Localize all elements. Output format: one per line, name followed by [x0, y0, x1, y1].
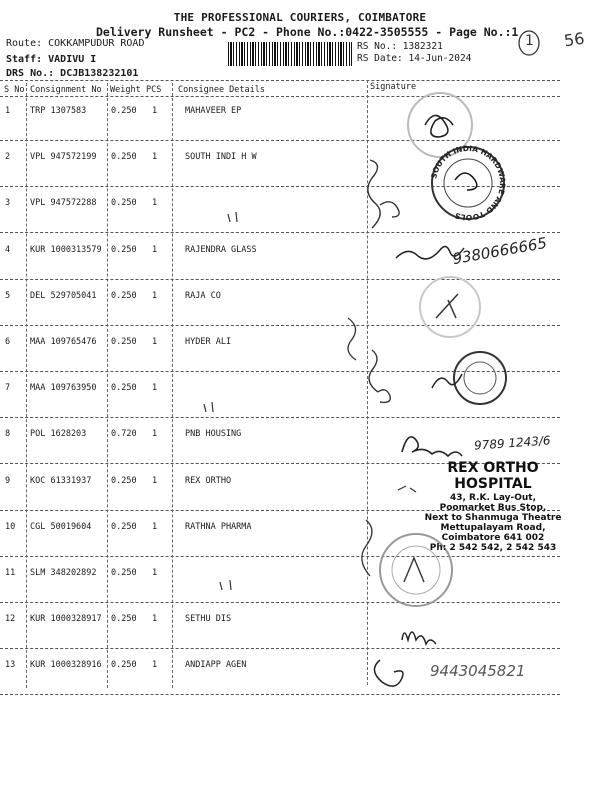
row-divider	[0, 186, 560, 187]
barcode	[228, 42, 352, 66]
row-divider	[0, 371, 560, 372]
stamp-rex-line5: Coimbatore 641 002	[441, 533, 545, 543]
stamp-rex-line1: 43, R.K. Lay-Out,	[449, 493, 537, 503]
row-sno: 4	[5, 245, 11, 255]
page-title: THE PROFESSIONAL COURIERS, COIMBATORE	[173, 11, 427, 24]
row-pcs: 1	[152, 106, 158, 116]
row-sno: 5	[5, 291, 11, 301]
col-header-consignee: Consignee Details	[178, 85, 265, 95]
row-sno: 11	[5, 568, 16, 578]
row-sno: 6	[5, 337, 11, 347]
stamp-rex-name: REX ORTHO HOSPITAL	[447, 460, 539, 492]
row-pcs: 1	[152, 291, 158, 301]
row-sno: 10	[5, 522, 16, 532]
row-pcs: 1	[152, 476, 158, 486]
row-consignment-no: CGL 50019604	[30, 522, 92, 532]
drs-number: DRS No.: DCJB138232101	[6, 68, 139, 79]
col-divider	[107, 83, 108, 688]
row-pcs: 1	[152, 245, 158, 255]
row-weight: 0.250	[111, 152, 137, 162]
row-divider	[0, 232, 560, 233]
row-weight: 0.250	[111, 568, 137, 578]
stamp-rex-line2: Poomarket Bus Stop,	[439, 503, 547, 513]
row-consignment-no: KOC 61331937	[30, 476, 92, 486]
row-weight: 0.250	[111, 337, 137, 347]
row-consignment-no: MAA 109765476	[30, 337, 97, 347]
row-pcs: 1	[152, 568, 158, 578]
row-consignment-no: VPL 947572199	[30, 152, 97, 162]
row-pcs: 1	[152, 198, 158, 208]
faded-stamp-row5	[420, 277, 480, 337]
rs-number: RS No.: 1382321	[357, 41, 443, 52]
staff-label: Staff: VADIVU I	[6, 54, 97, 65]
header-top-rule	[0, 80, 560, 81]
col-divider	[172, 83, 173, 688]
row-divider	[0, 279, 560, 280]
row-divider	[0, 602, 560, 603]
row-sno: 12	[5, 614, 16, 624]
row-weight: 0.250	[111, 245, 137, 255]
row-consignment-no: TRP 1307583	[30, 106, 87, 116]
stamp-rex-line6: Ph: 2 542 542, 2 542 543	[429, 543, 557, 553]
row-consignee: RAJA CO	[185, 291, 221, 301]
row-consignment-no: KUR 1000313579	[30, 245, 102, 255]
runsheet-subtitle: Delivery Runsheet - PC2 - Phone No.:0422-3505555 - Page No.:1	[96, 25, 519, 39]
margin-note-count: 56	[562, 28, 586, 51]
row-sno: 13	[5, 660, 16, 670]
row-consignee: SOUTH INDI H W	[185, 152, 257, 162]
row-weight: 0.250	[111, 476, 137, 486]
row-sno: 9	[5, 476, 11, 486]
rs-date: RS Date: 14-Jun-2024	[357, 53, 472, 64]
row-divider	[0, 556, 560, 557]
handwritten-note-row8: 9789 1243/6	[473, 433, 551, 453]
row-consignment-no: MAA 109763950	[30, 383, 97, 393]
row-weight: 0.250	[111, 198, 137, 208]
col-header-signature: Signature	[370, 82, 417, 92]
svg-text:SOUTH INDIA HARDWARE AND TOOLS	[429, 144, 507, 222]
col-header-weight: Weight	[110, 85, 141, 95]
stamp-south-india-text: SOUTH INDIA HARDWARE AND TOOLS	[429, 143, 508, 223]
row-pcs: 1	[152, 522, 158, 532]
row-divider	[0, 694, 560, 695]
row-consignee: SETHU DIS	[185, 614, 232, 624]
signature-row8	[402, 437, 462, 456]
row-weight: 0.720	[111, 429, 137, 439]
col-header-sno: S No	[4, 85, 25, 95]
row-weight: 0.250	[111, 522, 137, 532]
row-consignee: RATHNA PHARMA	[185, 522, 252, 532]
row-pcs: 1	[152, 429, 158, 439]
row-consignment-no: DEL 529705041	[30, 291, 97, 301]
stamp-row6	[454, 352, 506, 404]
row-pcs: 1	[152, 614, 158, 624]
row-sno: 1	[5, 106, 11, 116]
row-sno: 7	[5, 383, 11, 393]
row-consignee: REX ORTHO	[185, 476, 232, 486]
handwritten-phone-row13: 9443045821	[430, 662, 526, 680]
signature-brace-row2	[368, 160, 380, 228]
col-header-consignment: Consignment No	[30, 85, 102, 95]
row-consignee: PNB HOUSING	[185, 429, 242, 439]
row-pcs: 1	[152, 660, 158, 670]
signature-row12	[402, 632, 436, 644]
col-header-pcs: PCS	[146, 85, 162, 95]
row-sno: 3	[5, 198, 11, 208]
margin-note-page: 1	[525, 33, 534, 49]
signature-row13	[374, 660, 403, 686]
faded-stamp-row1	[408, 93, 472, 157]
col-divider	[367, 80, 368, 685]
stamp-rex-ortho	[408, 460, 578, 553]
row-weight: 0.250	[111, 660, 137, 670]
stamp-rex-line3: Next to Shanmuga Theatre	[424, 513, 562, 523]
handwritten-phone-row4: 9380666665	[451, 233, 549, 269]
row-weight: 0.250	[111, 106, 137, 116]
row-pcs: 1	[152, 337, 158, 347]
row-divider	[0, 417, 560, 418]
row-sno: 8	[5, 429, 11, 439]
signature-row1	[425, 115, 453, 137]
row-consignee: HYDER ALI	[185, 337, 232, 347]
row-divider	[0, 325, 560, 326]
header-bottom-rule	[0, 96, 560, 97]
row-consignee: RAJENDRA GLASS	[185, 245, 257, 255]
row-consignee: ANDIAPP AGEN	[185, 660, 247, 670]
route-label: Route: COKKAMPUDUR ROAD	[6, 38, 145, 49]
row-pcs: 1	[152, 383, 158, 393]
row-consignment-no: KUR 1000328917	[30, 614, 102, 624]
row-weight: 0.250	[111, 383, 137, 393]
row-weight: 0.250	[111, 614, 137, 624]
row-consignment-no: VPL 947572288	[30, 198, 97, 208]
row-pcs: 1	[152, 152, 158, 162]
row-consignment-no: SLM 348202892	[30, 568, 97, 578]
row-consignment-no: KUR 1000328916	[30, 660, 102, 670]
row-consignment-no: POL 1628203	[30, 429, 87, 439]
row-divider	[0, 140, 560, 141]
stamp-rex-line4: Mettupalayam Road,	[440, 523, 546, 533]
row-sno: 2	[5, 152, 11, 162]
col-divider	[26, 83, 27, 688]
row-divider	[0, 648, 560, 649]
stamp-south-india	[432, 147, 504, 219]
row-consignee: MAHAVEER EP	[185, 106, 242, 116]
row-weight: 0.250	[111, 291, 137, 301]
